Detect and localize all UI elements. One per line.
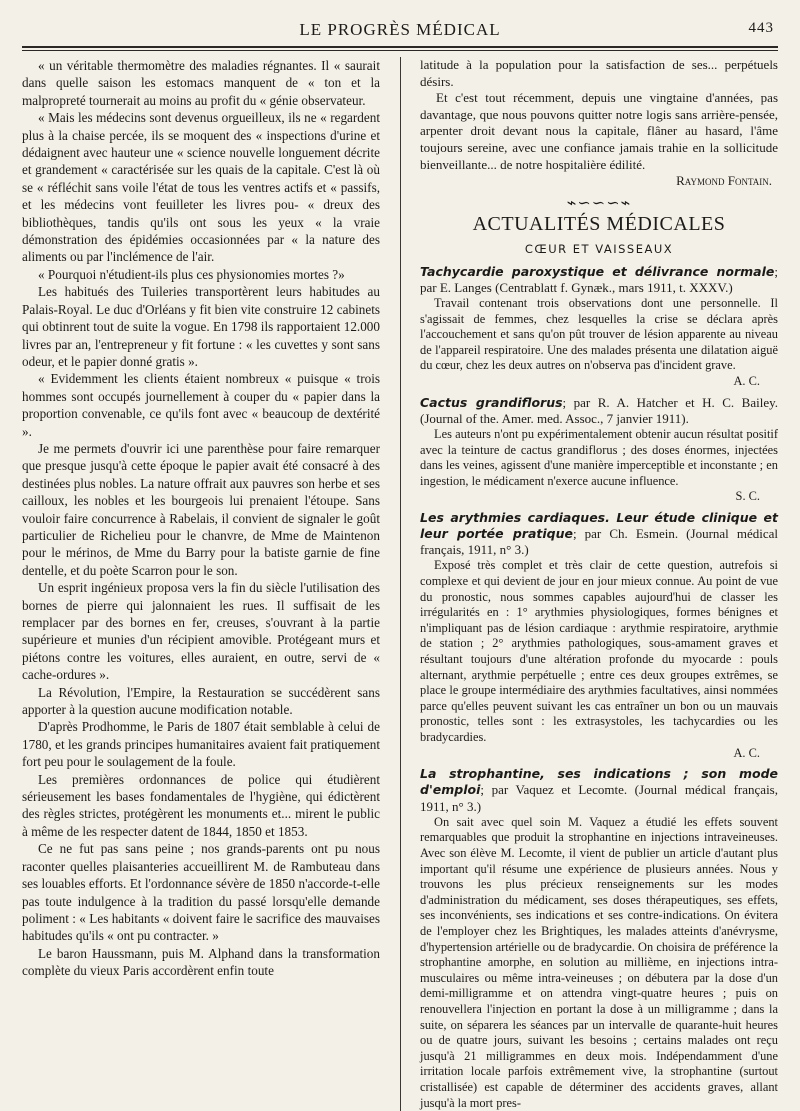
article-source: ; par R. A. Hatcher et H. C. Bailey. (Journal of the. Amer. med. Assoc., 7 janvier 1911). (420, 394, 778, 426)
article-title: La strophantine, ses indications ; son mode d'emploi (420, 766, 778, 798)
left-paragraph: Ce ne fut pas sans peine ; nos grands-parents ont pu nous raconter quelles plaisanteries accueillirent M. de Rambuteau dans ses louables efforts. Et l'ordonnance sévère de 1850 n'accorde-t-elle pas toute indulgence à la tradition du passé lorsqu'elle demande poliment : « Les habitants « doivent faire le sacrifice des mauvaises habitudes qu'ils « ont pu contracter. » (22, 841, 380, 944)
article-heading (420, 395, 778, 427)
article-source: ; par E. Langes (Centrablatt f. Gynæk., mars 1911, t. XXXV.) (420, 263, 778, 295)
article-heading (420, 766, 778, 815)
article-initials: A. C. (733, 745, 760, 760)
article (420, 264, 778, 390)
section-ornament: ⌁∽∽∽⌁ (566, 194, 632, 212)
left-paragraph: D'après Prodhomme, le Paris de 1807 était semblable à celui de 1780, et les grands principes humanitaires avaient fait pratiquement fort peu pour le soulagement de la foule. (22, 719, 380, 770)
subsection-title: CŒUR ET VAISSEAUX (524, 241, 674, 256)
article (420, 766, 778, 1111)
journal-title: LE PROGRÈS MÉDICAL (299, 20, 501, 39)
left-paragraph: « un véritable thermomètre des maladies régnantes. Il « saurait dans quelle saison les estomacs manquent de « ton et la malpropreté tournerait au moins au profit du « génie observateur. (22, 58, 380, 108)
left-paragraph: « Pourquoi n'étudient-ils plus ces physionomies mortes ?» (38, 266, 345, 282)
author-signature (420, 173, 778, 190)
right-column (420, 57, 778, 1111)
left-paragraph: Un esprit ingénieux proposa vers la fin du siècle l'utilisation des bornes de pierre qui jalonnaient les rues. Il suffisait de les remplacer par des bornes en fer, creuses, s'ouvrant à la partie supérieure et munies d'un récipient amovible. Protégeant murs et piétons contre les voitures, elles auraient, en outre, servi de « cache-ordures ». (22, 580, 380, 683)
article-title: Tachycardie paroxystique et délivrance normale (420, 263, 775, 279)
page-number: 443 (748, 20, 774, 36)
article (420, 395, 778, 505)
running-head (22, 18, 778, 42)
left-column (22, 57, 380, 1111)
left-paragraph: La Révolution, l'Empire, la Restauration se succédèrent sans apporter à la question aucune modification notable. (22, 684, 380, 718)
continuation-paragraph: latitude à la population pour la satisfaction de ses... perpétuels désirs. (420, 57, 778, 89)
left-paragraph: « Evidemment les clients étaient nombreux « puisque « trois hommes sont occupés journellement à couper du « papier dans la proportion convenable, ce qu'ils font avec « beaucoup de dextérité ». (22, 371, 380, 439)
left-paragraph: Les habitués des Tuileries transportèrent leurs habitudes au Palais-Royal. Le duc d'Orléans y fit bien vite construire 12 cabinets qui obtinrent tout de suite la vogue. En 1798 ils rapportaient 12.000 livres par an, l'entrepreneur y fit fortune : « les cuvettes y sont sans odeur, et le papier donné gratis ». (22, 284, 380, 369)
two-column-body (22, 57, 778, 1111)
column-separator (400, 57, 401, 1111)
header-rule-thin (22, 50, 778, 51)
article-heading (420, 510, 778, 559)
section-title: ACTUALITÉS MÉDICALES (472, 213, 726, 236)
closing-paragraph: Et c'est tout récemment, depuis une vingtaine d'années, pas davantage, que nous pouvons quitter notre logis sans arrière-pensée, arpenter droit devant nous la capitale, flâner au hasard, l'âme toujours sereine, avec une confiance jamais trahie en la sollicitude bienveillante... de notre hospitalière édilité. (420, 90, 778, 172)
article-heading (420, 264, 778, 296)
article (420, 510, 778, 761)
article-initials: S. C. (735, 489, 760, 504)
article-source: ; par Vaquez et Lecomte. (Journal médical français, 1911, n° 3.) (420, 782, 778, 814)
article-body: Travail contenant trois observations dont une personnelle. Il s'agissait de femmes, chez lesquelles la crise se déclara après l'accouchement et sans qu'on pût trouver de lésion apparente au niveau de l'appareil respiratoire. Une des malades présenta une dilatation aiguë du cœur, chez les deux autres on n'observa pas d'incident grave. (420, 295, 778, 373)
left-paragraph: Je me permets d'ouvrir ici une parenthèse pour faire remarquer que presque jusqu'à cette époque le papier avait été consacré à des destinées plus nobles. La nature offrait aux pauvres son herbe et ses cailloux, les nobles et les bourgeois lui prenaient l'étoupe. Sans vouloir faire concurrence à Rabelais, il convient de signaler le goût particulier de Richelieu pour le chanvre, de Mme de Maintenon pour le mérinos, de Mme du Barry pour la batiste garnie de fine dentelle, et du poète Scarron pour le son. (22, 440, 380, 578)
left-paragraph: « Mais les médecins sont devenus orgueilleux, ils ne « regardent plus à la chaise percée, ils se moquent des « inspections d'urine et dédaignent avec hauteur une « science nouvelle longuement décrite et grandement « caractérisée sur les quais de la capitale. C'est là où se « réfléchit sans voile l'état de tous les ventres actifs et « passifs, et les médecins vont feuilleter les livres pou- « dreux des bibliothèques, tandis qu'ils ont sous les yeux « la vraie démonstration des épidémies occasionnées par « la nature des aliments ou par l'inclémence de l'air. (22, 110, 380, 265)
article-title: Cactus grandiflorus (420, 394, 563, 410)
left-paragraph: Le baron Haussmann, puis M. Alphand dans la transformation complète du vieux Paris accordèrent enfin toute (22, 945, 380, 979)
article-body: Exposé très complet et très clair de cette question, autrefois si complexe et qui devient de jour en jour mieux connue. Au point de vue du pronostic, nous sommes capables aujourd'hui de classer les irrégularités en : 1° arythmies physiologiques, formes bénignes et n'impliquant pas de lésion cardiaque : arythmie respiratoire, arythmie de station ; 2° arythmies pathologiques, sous-amament graves et résultant toujours d'une altération profonde du myocarde : pouls alternant, arythmie perpétuelle ; entre ces deux groupes extrêmes, se place le groupe intermédiaire des arythmies facultatives, ainsi nommées parce qu'elles peuvent suivant les cas entraîner un bon ou un mauvais pronostic, telles sont : les extrasystoles, les tachycardies ou les bradycardies. (420, 558, 778, 745)
article-body: On sait avec quel soin M. Vaquez a étudié les effets souvent remarquables que produit la strophantine en injections intraveineuses. Avec son élève M. Lecomte, il vient de publier un article d'autant plus important qu'il résume une expérience de plusieurs années. Nous y trouvons les plus précieux renseignements sur les modes d'administration du médicament, ses doses thérapeutiques, ses effets, ses inconvénients, ses indications et ses contre-indications. On évitera de l'employer chez les Brightiques, les malades atteints d'anévrysme, d'hypertension artérielle ou de bradycardie. On choisira de préférence la strophantine amorphe, en solution au millième, en injections intra-musculaires ou même intra-veineuses ; on débutera par la dose d'un demi-milligramme et on attendra vingt-quatre heures ; puis on renouvellera l'injection en portant la dose à un milligramme ; dans la suite, on séparera les séances par un intervalle de quarante-huit heures ou de quatre jours, suivant les besoins ; certains malades ont reçu jusqu'à 21 milligrammes en deux mois. Indépendamment d'une irritation locale parfois extrêmement vive, la strophantine (surtout cristallisée) est capable de déterminer des accidents graves, allant jusqu'à la mort pres- (420, 814, 778, 1110)
article-body: Les auteurs n'ont pu expérimentalement obtenir aucun résultat positif avec la teinture de cactus grandiflorus ; des doses énormes, injectées dans les veines, agissent d'une manière imperceptible et inconstante ; en ingestion, le médicament n'exerce aucune influence. (420, 426, 778, 488)
header-rule-thick (22, 46, 778, 48)
article-initials: A. C. (733, 373, 760, 388)
left-paragraph: Les premières ordonnances de police qui étudièrent sérieusement les bases fondamentales de l'hygiène, qui édictèrent des règles strictes, protégèrent les monuments et... mirent le public à même de les respecter datent de 1844, 1850 et 1853. (22, 771, 380, 839)
article-title: Les arythmies cardiaques. Leur étude clinique et leur portée pratique (420, 509, 778, 542)
article-source: ; par Ch. Esmein. (Journal médical français, 1911, n° 3.) (420, 526, 779, 558)
author-name: Raymond Fontain. (676, 173, 772, 189)
